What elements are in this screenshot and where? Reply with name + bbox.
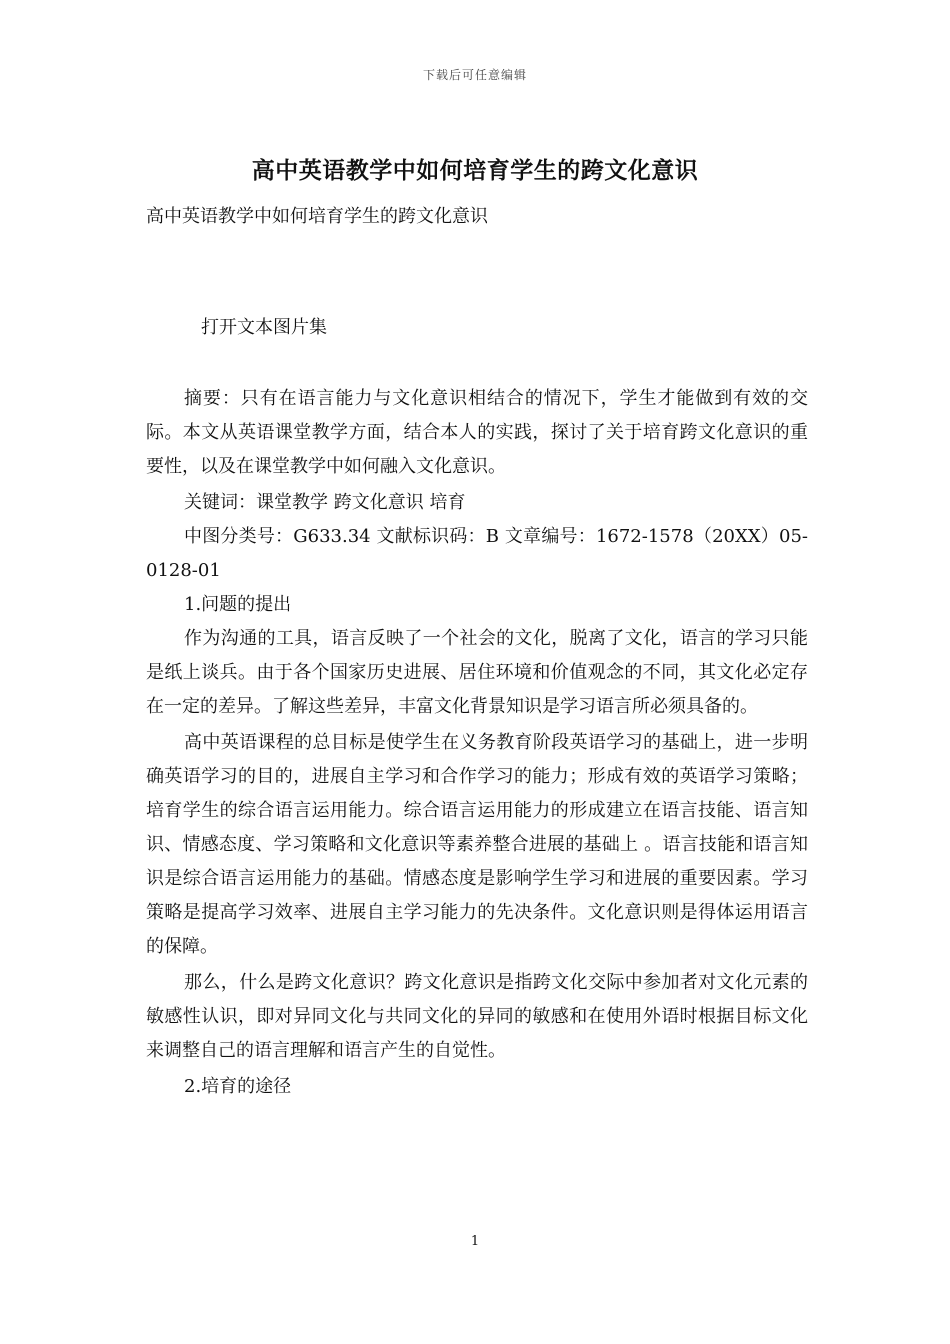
section-heading-1: 1.问题的提出 — [184, 594, 292, 615]
body-paragraph: 作为沟通的工具，语言反映了一个社会的文化，脱离了文化，语言的学习只能是纸上谈兵。由于各个国家历史进展、居住环境和价值观念的不同，其文化必定存在一定的差异。了解这些差异，丰富文化背景知识是学习语言所必须具备的。 — [146, 628, 808, 717]
keywords-paragraph: 关键词：课堂教学 跨文化意识 培育 — [184, 492, 466, 513]
document-title: 高中英语教学中如何培育学生的跨文化意识 — [251, 157, 699, 184]
body-paragraph: 高中英语课程的总目标是使学生在义务教育阶段英语学习的基础上，进一步明确英语学习的目的，进展自主学习和合作学习的能力；形成有效的英语学习策略；培育学生的综合语言运用能力。综合语言运用能力的形成建立在语言技能、语言知识、情感态度、学习策略和文化意识等素养整合进展的基础上 。语言技能和语言知识是综合语言运用能力的基础。情感态度是影响学生学习和进展的重要因素。学习策略是提高学习效率、进展自主学习能力的先决条件。文化意识则是得体运用语言的保障。 — [146, 732, 808, 957]
abstract-paragraph: 摘要：只有在语言能力与文化意识相结合的情况下，学生才能做到有效的交际。本文从英语课堂教学方面，结合本人的实践，探讨了关于培育跨文化意识的重要性，以及在课堂教学中如何融入文化意识。 — [146, 388, 808, 477]
article-body — [146, 382, 808, 1104]
document-subtitle: 高中英语教学中如何培育学生的跨文化意识 — [146, 206, 488, 227]
page-number: 1 — [470, 1234, 480, 1249]
open-image-gallery-link[interactable]: 打开文本图片集 — [201, 317, 327, 338]
body-paragraph: 那么，什么是跨文化意识？跨文化意识是指跨文化交际中参加者对文化元素的敏感性认识，即对异同文化与共同文化的异同的敏感和在使用外语时根据目标文化来调整自己的语言理解和语言产生的自觉性。 — [146, 972, 808, 1061]
classification-paragraph: 中图分类号：G633.34 文献标识码：B 文章编号：1672-1578（20XX）05-0128-01 — [146, 526, 808, 581]
header-note: 下载后可任意编辑 — [422, 68, 527, 82]
section-heading-2: 2.培育的途径 — [184, 1076, 292, 1097]
